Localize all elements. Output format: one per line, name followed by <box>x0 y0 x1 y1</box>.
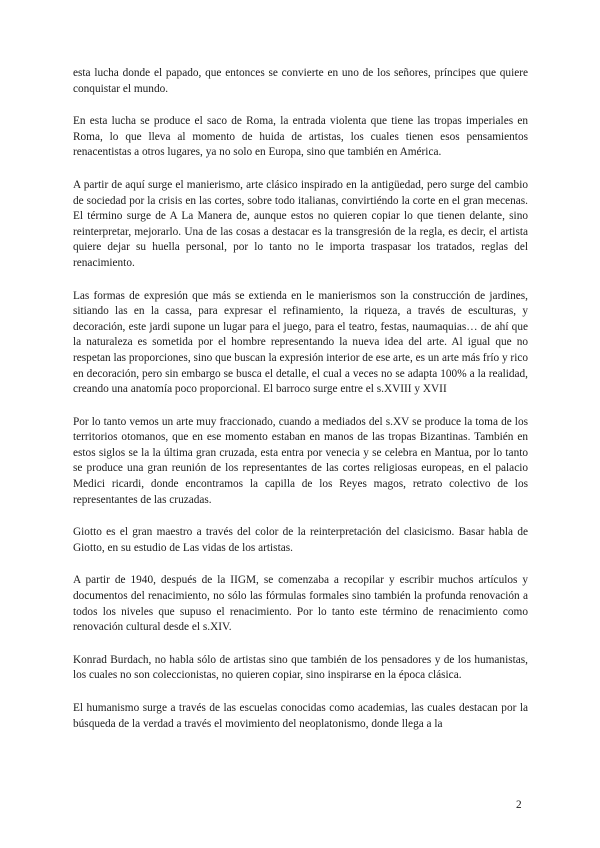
paragraph-5: Por lo tanto vemos un arte muy fraccionado, cuando a mediados del s.XV se produce la toma de los territorios otomanos, que en ese momento estaban en manos de las tropas Bizantinas. También en estos siglos se la la última gran cruzada, esta entra por venecia y se celebra en Mantua, por lo tanto se produce una gran reunión de los representantes de las cortes religiosas europeas, en el palacio Medici ricardi, donde encontramos la capilla de los Reyes magos, retrato colectivo de los representantes de las cruzadas. <box>73 415 528 506</box>
paragraph-1: esta lucha donde el papado, que entonces se convierte en uno de los señores, príncipes que quiere conquistar el mundo. <box>73 67 528 95</box>
body-text <box>73 66 528 749</box>
paragraph-4: Las formas de expresión que más se extienda en le manierismos son la construcción de jardines, sitiando las en la cassa, para expresar el refinamiento, la riqueza, a través de esculturas, y decoración, este jardi supone un lugar para el juego, para el teatro, festas, naumaquias… de ahí que la naturaleza es sometida por el hombre representando la nueva idea del arte. Al igual que no respetan las proporciones, sino que buscan la expresión interior de ese arte, es un arte más frío y rico en decoración, pero sin embargo se busca el detalle, el cual a veces no se adapta 100% a la realidad, creando una anatomía poco proporcional. El barroco surge entre el s.XVIII y XVII <box>73 289 528 396</box>
paragraph-8: Konrad Burdach, no habla sólo de artistas sino que también de los pensadores y de los humanistas, los cuales no son coleccionistas, no quieren copiar, sino inspirarse en la época clásica. <box>73 653 528 682</box>
paragraph-9: El humanismo surge a través de las escuelas conocidas como academias, las cuales destacan por la búsqueda de la verdad a través el movimiento del neoplatonismo, donde llega a la <box>73 702 528 730</box>
paragraph-2: En esta lucha se produce el saco de Roma, la entrada violenta que tiene las tropas imperiales en Roma, lo que lleva al momento de huida de artistas, los cuales tienen esos pensamientos renacentistas a otros lugares, ya no solo en Europa, sino que también en América. <box>73 115 528 159</box>
paragraph-6: Giotto es el gran maestro a través del color de la reinterpretación del clasicismo. Basar habla de Giotto, en su estudio de Las vidas de los artistas. <box>73 526 528 554</box>
page-number: 2 <box>516 799 522 811</box>
paragraph-3: A partir de aquí surge el manierismo, arte clásico inspirado en la antigüedad, pero surge del cambio de sociedad por la crisis en las cortes, sobre todo italianas, convirtiéndo la corte en el gran mecenas. El término surge de A La Manera de, aunque estos no quieren copiar lo que tienen delante, sino reinterpretar, mejorarlo. Una de las cosas a destacar es la transgresión de la regla, es decir, el artista quiere dejar su huella personal, por lo tanto no le importa traspasar los tratados, reglas del renacimiento. <box>73 178 528 269</box>
paragraph-7: A partir de 1940, después de la IIGM, se comenzaba a recopilar y escribir muchos artículos y documentos del renacimiento, no sólo las fórmulas formales sino también la profunda renovación a todos los niveles que supuso el renacimiento. Por lo tanto este término de renacimiento como renovación cultural desde el s.XIV. <box>73 574 528 634</box>
